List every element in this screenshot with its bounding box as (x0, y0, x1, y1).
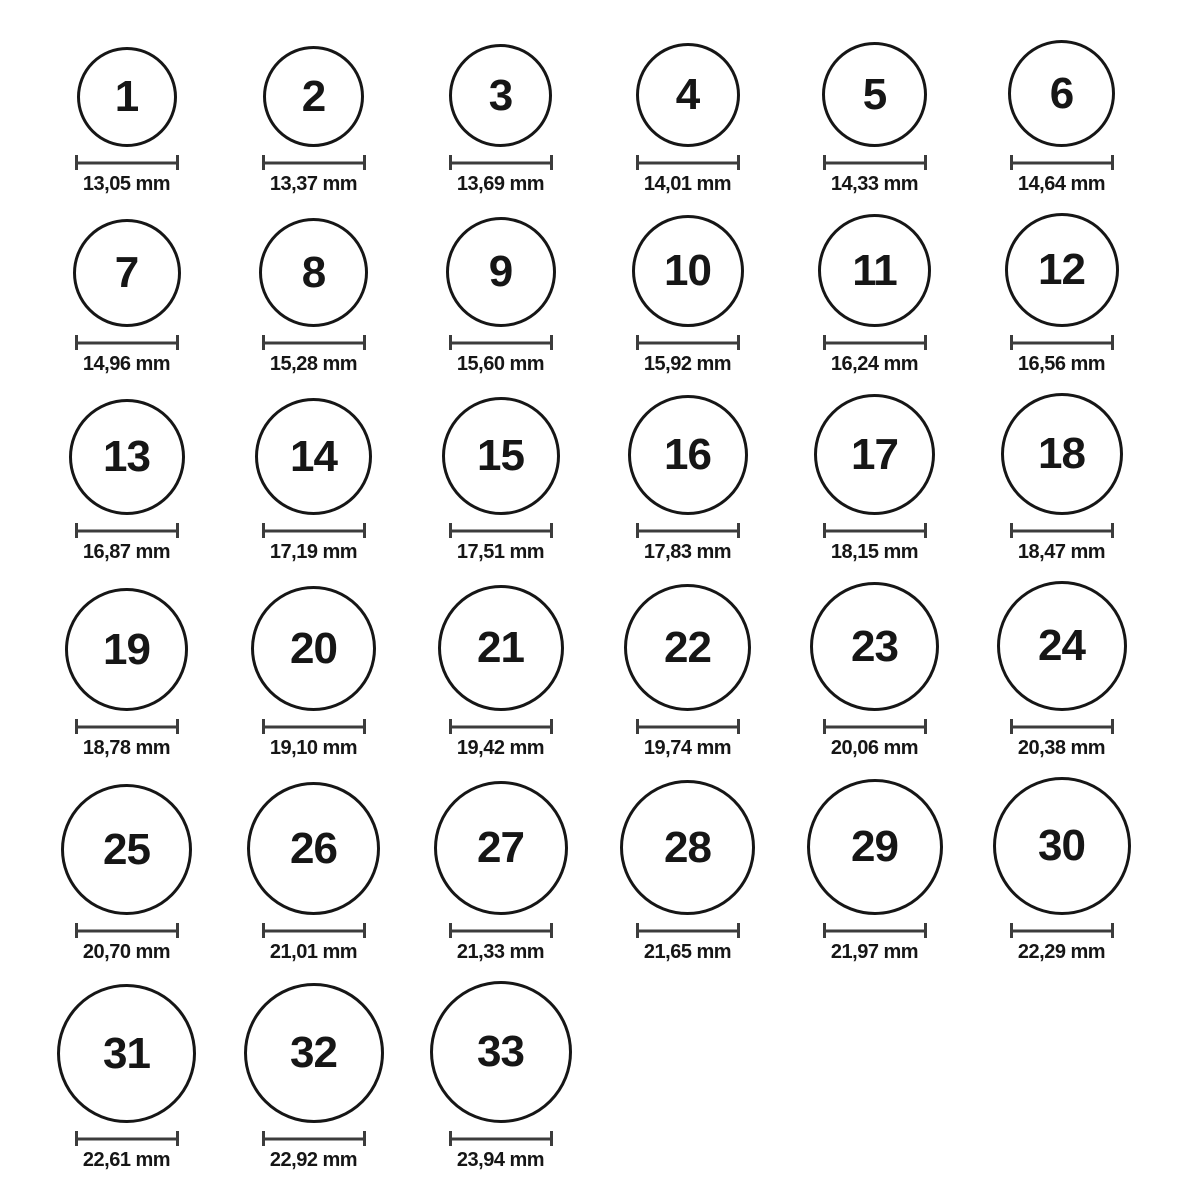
diameter-label: 14,33 mm (830, 173, 919, 195)
ring-item (220, 782, 407, 963)
ring-size-number: 2 (301, 71, 326, 121)
ring-circle (446, 217, 556, 327)
diameter-label: 17,51 mm (456, 541, 545, 563)
ring-item (220, 398, 407, 563)
measure-bar (265, 341, 363, 344)
ring-item (781, 42, 968, 195)
ring-item (33, 47, 220, 195)
ring-row (33, 777, 1200, 963)
diameter-label: 17,83 mm (643, 541, 732, 563)
measure-bar (78, 341, 176, 344)
measure-bar (78, 725, 176, 728)
ring-item (220, 983, 407, 1171)
ring-row (33, 981, 1200, 1171)
diameter-measure-line (75, 719, 179, 734)
measure-bar (639, 725, 737, 728)
ring-item (220, 46, 407, 195)
ring-size-number: 26 (290, 823, 337, 873)
measure-bar (265, 929, 363, 932)
measure-bar (452, 341, 550, 344)
measure-bar (265, 161, 363, 164)
measure-bar (826, 929, 924, 932)
ring-circle (807, 779, 943, 915)
ring-size-number: 4 (675, 70, 700, 119)
ring-size-number: 16 (664, 430, 711, 479)
ring-item (594, 43, 781, 195)
ring-item (407, 981, 594, 1171)
diameter-measure-line (823, 923, 927, 938)
diameter-measure-line (1010, 155, 1114, 170)
diameter-label: 14,96 mm (82, 353, 171, 375)
ring-item (33, 784, 220, 963)
diameter-label: 17,19 mm (269, 541, 358, 563)
ring-size-number: 1 (114, 72, 139, 121)
ring-size-number: 17 (851, 429, 898, 479)
diameter-measure-line (823, 719, 927, 734)
ring-size-number: 15 (477, 431, 524, 480)
diameter-label: 13,69 mm (456, 173, 545, 195)
diameter-label: 19,42 mm (456, 737, 545, 759)
diameter-label: 13,37 mm (269, 173, 358, 195)
ring-size-number: 30 (1038, 821, 1085, 870)
ring-item (594, 395, 781, 563)
diameter-label: 14,01 mm (643, 173, 732, 195)
diameter-measure-line (262, 719, 366, 734)
ring-circle (57, 984, 196, 1123)
diameter-measure-line (636, 719, 740, 734)
diameter-label: 16,87 mm (82, 541, 171, 563)
ring-circle (997, 581, 1127, 711)
measure-bar (452, 725, 550, 728)
diameter-measure-line (75, 335, 179, 350)
diameter-measure-line (262, 335, 366, 350)
ring-item (781, 779, 968, 963)
ring-item (407, 44, 594, 195)
measure-bar (826, 341, 924, 344)
ring-row (33, 581, 1200, 759)
ring-circle (430, 981, 572, 1123)
diameter-label: 22,61 mm (82, 1149, 171, 1171)
measure-bar (452, 529, 550, 532)
diameter-label: 23,94 mm (456, 1149, 545, 1171)
measure-bar (78, 929, 176, 932)
diameter-measure-line (823, 155, 927, 170)
ring-item (968, 777, 1155, 963)
diameter-label: 21,97 mm (830, 941, 919, 963)
diameter-label: 16,56 mm (1017, 353, 1106, 375)
ring-circle (442, 397, 560, 515)
ring-size-number: 3 (488, 70, 513, 120)
ring-item (781, 394, 968, 563)
ring-size-number: 13 (103, 432, 150, 481)
ring-size-number: 21 (477, 623, 524, 672)
ring-size-number: 27 (477, 823, 524, 872)
ring-size-number: 18 (1038, 429, 1085, 478)
ring-size-number: 24 (1038, 621, 1085, 670)
diameter-label: 21,33 mm (456, 941, 545, 963)
diameter-label: 20,38 mm (1017, 737, 1106, 759)
diameter-measure-line (262, 923, 366, 938)
ring-circle (1008, 40, 1115, 147)
ring-row (33, 213, 1200, 375)
ring-circle (69, 399, 185, 515)
diameter-label: 20,06 mm (830, 737, 919, 759)
measure-bar (826, 725, 924, 728)
ring-item (594, 584, 781, 759)
diameter-measure-line (75, 523, 179, 538)
ring-circle (247, 782, 380, 915)
diameter-measure-line (262, 155, 366, 170)
ring-size-number: 20 (290, 623, 337, 673)
diameter-measure-line (1010, 923, 1114, 938)
ring-size-number: 10 (664, 246, 711, 295)
measure-bar (826, 529, 924, 532)
diameter-measure-line (449, 1131, 553, 1146)
diameter-measure-line (1010, 335, 1114, 350)
ring-row (33, 40, 1200, 195)
ring-item (33, 219, 220, 375)
ring-size-number: 25 (103, 824, 150, 874)
measure-bar (826, 161, 924, 164)
measure-bar (1013, 341, 1111, 344)
ring-circle (1001, 393, 1123, 515)
ring-circle (620, 780, 755, 915)
diameter-measure-line (262, 1131, 366, 1146)
measure-bar (1013, 929, 1111, 932)
measure-bar (639, 929, 737, 932)
diameter-label: 19,10 mm (269, 737, 358, 759)
ring-item (407, 781, 594, 963)
ring-size-number: 14 (290, 431, 337, 481)
diameter-label: 15,92 mm (643, 353, 732, 375)
ring-size-number: 12 (1038, 245, 1085, 294)
diameter-label: 18,47 mm (1017, 541, 1106, 563)
diameter-measure-line (636, 335, 740, 350)
ring-item (407, 217, 594, 375)
diameter-measure-line (636, 523, 740, 538)
diameter-label: 15,28 mm (269, 353, 358, 375)
ring-circle (77, 47, 177, 147)
ring-size-number: 33 (477, 1027, 524, 1076)
measure-bar (1013, 161, 1111, 164)
ring-size-number: 32 (290, 1028, 337, 1077)
ring-circle (814, 394, 935, 515)
diameter-measure-line (823, 523, 927, 538)
ring-circle (251, 586, 376, 711)
ring-circle (73, 219, 181, 327)
ring-size-number: 22 (664, 622, 711, 672)
measure-bar (639, 341, 737, 344)
diameter-label: 16,24 mm (830, 353, 919, 375)
diameter-measure-line (75, 155, 179, 170)
ring-item (33, 984, 220, 1171)
measure-bar (639, 529, 737, 532)
ring-circle (818, 214, 931, 327)
ring-size-number: 23 (851, 621, 898, 671)
diameter-measure-line (449, 719, 553, 734)
ring-item (781, 582, 968, 759)
diameter-label: 22,92 mm (269, 1149, 358, 1171)
ring-size-number: 9 (488, 247, 513, 296)
diameter-measure-line (75, 1131, 179, 1146)
ring-item (594, 780, 781, 963)
ring-circle (438, 585, 564, 711)
diameter-measure-line (823, 335, 927, 350)
ring-item (407, 585, 594, 759)
ring-item (220, 218, 407, 375)
ring-size-number: 29 (851, 822, 898, 871)
ring-item (220, 586, 407, 759)
measure-bar (265, 725, 363, 728)
diameter-measure-line (449, 155, 553, 170)
measure-bar (78, 1137, 176, 1140)
ring-circle (263, 46, 364, 147)
ring-circle (632, 215, 744, 327)
ring-circle (810, 582, 939, 711)
ring-item (594, 215, 781, 375)
measure-bar (452, 1137, 550, 1140)
ring-circle (255, 398, 372, 515)
ring-item (33, 399, 220, 563)
diameter-label: 13,05 mm (82, 173, 171, 195)
ring-circle (259, 218, 368, 327)
measure-bar (265, 529, 363, 532)
diameter-measure-line (262, 523, 366, 538)
diameter-measure-line (449, 523, 553, 538)
ring-size-number: 11 (852, 245, 897, 295)
ring-item (968, 40, 1155, 195)
measure-bar (452, 929, 550, 932)
ring-item (781, 214, 968, 375)
ring-size-number: 5 (862, 69, 887, 119)
diameter-measure-line (449, 923, 553, 938)
ring-circle (449, 44, 552, 147)
ring-row (33, 393, 1200, 563)
diameter-label: 15,60 mm (456, 353, 545, 375)
ring-size-number: 28 (664, 822, 711, 872)
ring-size-number: 7 (114, 248, 139, 297)
diameter-label: 14,64 mm (1017, 173, 1106, 195)
ring-circle (822, 42, 927, 147)
ring-item (968, 213, 1155, 375)
diameter-measure-line (75, 923, 179, 938)
ring-item (407, 397, 594, 563)
diameter-label: 20,70 mm (82, 941, 171, 963)
diameter-measure-line (1010, 719, 1114, 734)
diameter-measure-line (636, 923, 740, 938)
diameter-measure-line (636, 155, 740, 170)
diameter-measure-line (449, 335, 553, 350)
ring-size-number: 6 (1049, 68, 1074, 118)
ring-item (33, 588, 220, 759)
measure-bar (1013, 529, 1111, 532)
diameter-label: 19,74 mm (643, 737, 732, 759)
measure-bar (639, 161, 737, 164)
measure-bar (78, 161, 176, 164)
ring-circle (1005, 213, 1119, 327)
ring-circle (624, 584, 751, 711)
ring-circle (434, 781, 568, 915)
ring-item (968, 581, 1155, 759)
measure-bar (1013, 725, 1111, 728)
ring-circle (65, 588, 188, 711)
diameter-label: 22,29 mm (1017, 941, 1106, 963)
diameter-label: 18,78 mm (82, 737, 171, 759)
ring-circle (244, 983, 384, 1123)
ring-item (968, 393, 1155, 563)
diameter-label: 21,01 mm (269, 941, 358, 963)
diameter-label: 21,65 mm (643, 941, 732, 963)
diameter-measure-line (1010, 523, 1114, 538)
measure-bar (452, 161, 550, 164)
ring-size-number: 8 (301, 247, 326, 297)
ring-circle (61, 784, 192, 915)
ring-circle (628, 395, 748, 515)
ring-size-number: 19 (103, 624, 150, 674)
ring-circle (993, 777, 1131, 915)
ring-size-number: 31 (103, 1028, 150, 1078)
diameter-label: 18,15 mm (830, 541, 919, 563)
ring-circle (636, 43, 740, 147)
measure-bar (78, 529, 176, 532)
measure-bar (265, 1137, 363, 1140)
